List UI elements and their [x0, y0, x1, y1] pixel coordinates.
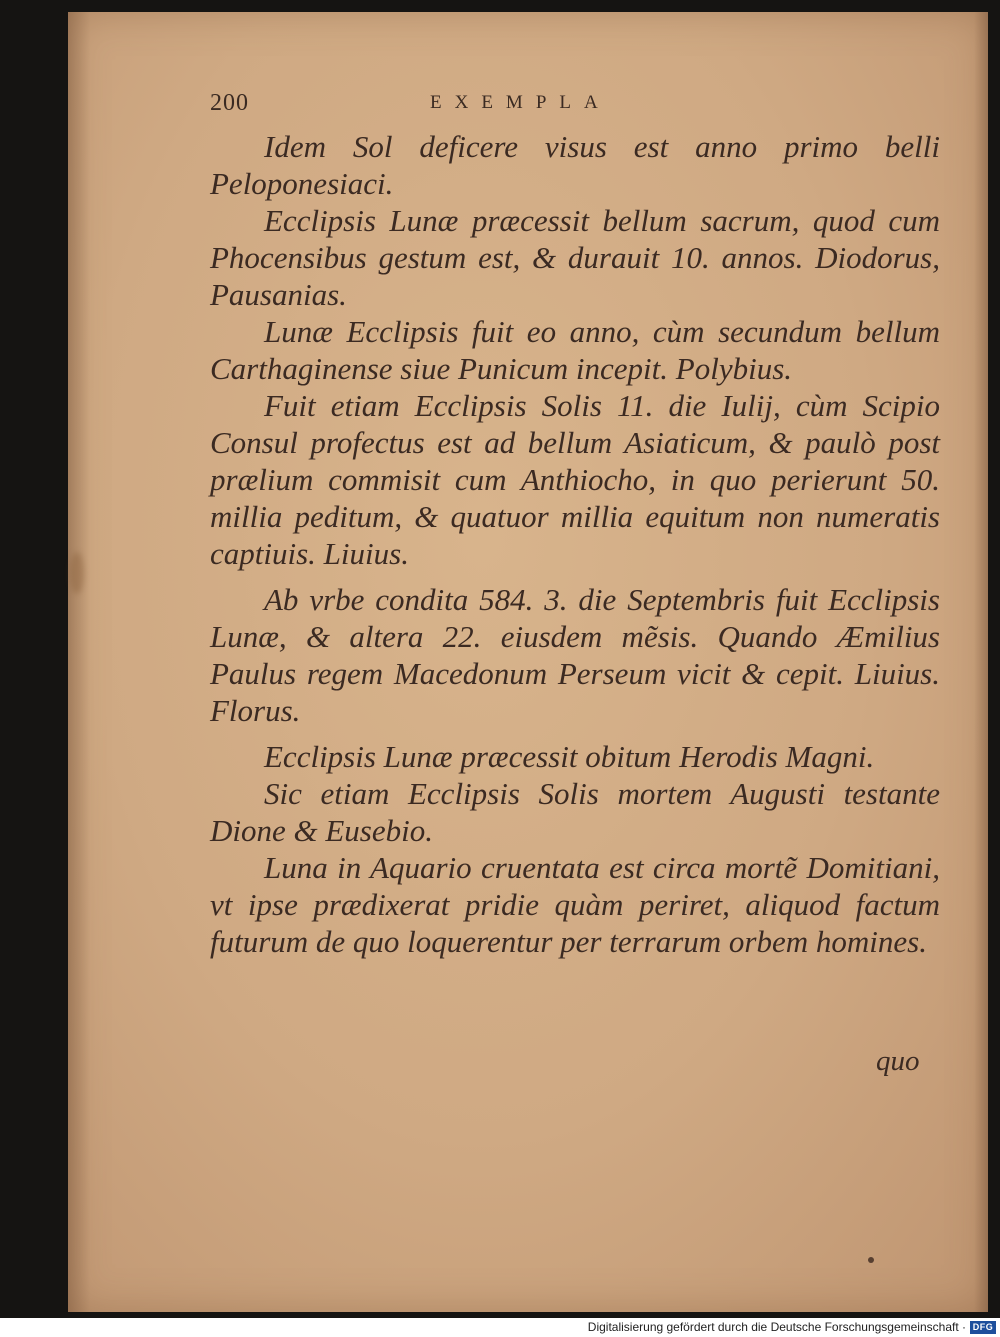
- paragraph: Ab vrbe condita 584. 3. die Septembris fuit Ecclipsis Lunæ, & altera 22. eiusdem mẽsis. Quando Æmilius Paulus regem Macedonum Perseum vicit & cepit. Liuius. Florus.: [210, 582, 940, 728]
- page-header: [210, 84, 860, 124]
- paper-stain: [70, 552, 84, 594]
- digitization-footer: [0, 1318, 1000, 1337]
- paragraph: Idem Sol deficere visus est anno primo belli Peloponesiaci.: [210, 129, 940, 201]
- body-text: [210, 128, 940, 960]
- catchword: quo: [876, 1045, 920, 1077]
- page-number: 200: [210, 90, 249, 116]
- paragraph: Ecclipsis Lunæ præcessit obitum Herodis Magni.: [264, 739, 875, 774]
- page-edge-shadow: [974, 12, 988, 1312]
- running-head: EXEMPLA: [430, 92, 611, 113]
- funding-credit: Digitalisierung gefördert durch die Deutsche Forschungsgemeinschaft ·: [587, 1320, 966, 1334]
- paragraph: Lunæ Ecclipsis fuit eo anno, cùm secundum bellum Carthaginense siue Punicum incepit. Polybius.: [210, 314, 940, 386]
- paragraph: Ecclipsis Lunæ præcessit bellum sacrum, quod cum Phocensibus gestum est, & durauit 10. annos. Diodorus, Pausanias.: [210, 203, 940, 312]
- paragraph: Sic etiam Ecclipsis Solis mortem Augusti testante Dione & Eusebio.: [210, 776, 940, 848]
- dfg-logo: DFG: [970, 1321, 996, 1334]
- paragraph: Fuit etiam Ecclipsis Solis 11. die Iulij, cùm Scipio Consul profectus est ad bellum Asiaticum, & paulò post prælium commisit cum Anthiocho, in quo perierunt 50. millia peditum, & quatuor millia equitum non numeratis captiuis. Liuius.: [210, 388, 940, 571]
- page-gutter-shadow: [68, 12, 90, 1312]
- paragraph: Luna in Aquario cruentata est circa mortẽ Domitiani, vt ipse prædixerat pridie quàm periret, aliquod factum futurum de quo loquerentur per terrarum orbem homines.: [210, 850, 940, 959]
- ink-speck: [868, 1257, 874, 1263]
